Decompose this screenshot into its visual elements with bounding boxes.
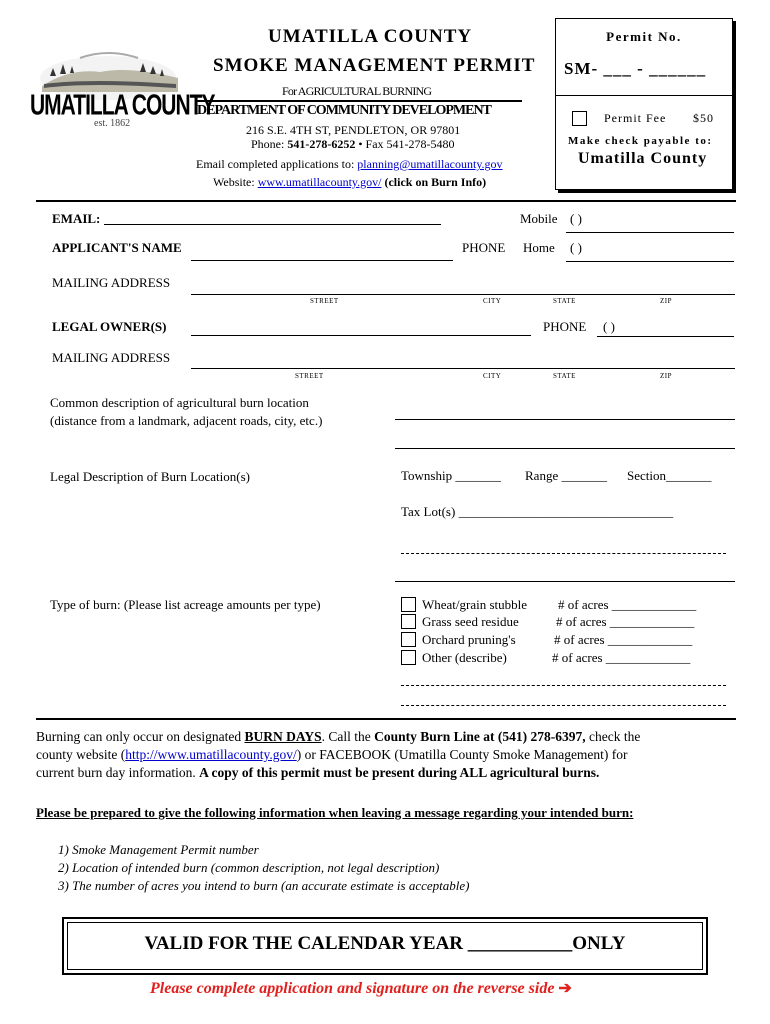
home-label: Home [523, 240, 555, 255]
mobile-input[interactable] [566, 232, 734, 233]
department-phone: Phone: 541-278-6252 • Fax 541-278-5480 [251, 137, 455, 151]
legal-description-extra-1[interactable] [401, 553, 726, 554]
applicant-input[interactable] [191, 260, 453, 261]
other-describe-input-1[interactable] [401, 685, 726, 686]
acres-other[interactable]: # of acres _____________ [552, 650, 691, 665]
burn-type-other: Other (describe) [422, 650, 507, 665]
owner-zip-caption: ZIP [660, 372, 672, 380]
phone-number: 541-278-6252 [287, 137, 356, 151]
notice-line-3: current burn day information. A copy of this permit must be present during ALL agricultural burns. [36, 765, 600, 780]
county-url-link[interactable]: http://www.umatillacounty.gov/ [125, 747, 297, 762]
email-instructions: Email completed applications to: planning@umatillacounty.gov [196, 157, 503, 171]
mailing-address-input[interactable] [191, 294, 735, 295]
email-label: EMAIL: [52, 211, 101, 226]
notice-line-2: county website (http://www.umatillacounty.gov/) or FACEBOOK (Umatilla County Smoke Management) for [36, 747, 628, 762]
orchard-checkbox[interactable] [401, 632, 416, 647]
county-logo [30, 48, 215, 130]
prepare-item-1: 1) Smoke Management Permit number [58, 842, 259, 857]
legal-owner-input[interactable] [191, 335, 531, 336]
acres-orchard[interactable]: # of acres _____________ [554, 632, 693, 647]
logo-county-name: UMATILLA COUNTY [30, 90, 215, 122]
payee-name: Umatilla County [578, 150, 708, 167]
phone-label: PHONE [462, 240, 506, 255]
applicant-label: APPLICANT'S NAME [52, 240, 182, 255]
common-description-label: Common description of agricultural burn location [50, 395, 309, 410]
reverse-side-note: Please complete application and signature on the reverse side ➔ [150, 980, 572, 997]
burn-days-text: BURN DAYS [244, 729, 322, 744]
mobile-paren: ( ) [570, 211, 582, 226]
owner-mailing-address-label: MAILING ADDRESS [52, 350, 171, 365]
home-phone-input[interactable] [566, 261, 734, 262]
legal-description-extra-2[interactable] [395, 581, 735, 582]
owner-phone-label: PHONE [543, 319, 587, 334]
other-describe-input-2[interactable] [401, 705, 726, 706]
burn-type-orchard: Orchard pruning's [422, 632, 516, 647]
valid-year-box [62, 917, 708, 975]
acres-grass[interactable]: # of acres _____________ [556, 614, 695, 629]
owner-street-caption: STREET [295, 372, 324, 380]
grass-checkbox[interactable] [401, 614, 416, 629]
range-field[interactable]: Range _______ [525, 468, 607, 483]
prepare-item-3: 3) The number of acres you intend to burn (an accurate estimate is acceptable) [58, 878, 470, 893]
owner-phone-paren: ( ) [603, 319, 615, 334]
taxlot-field[interactable]: Tax Lot(s) _________________________________ [401, 504, 674, 519]
common-description-hint: (distance from a landmark, adjacent roads, city, etc.) [50, 413, 323, 428]
website-link[interactable]: www.umatillacounty.gov/ [257, 175, 382, 189]
department-address: 216 S.E. 4TH ST, PENDLETON, OR 97801 [246, 123, 461, 137]
legal-owner-label: LEGAL OWNER(S) [52, 319, 167, 334]
wheat-checkbox[interactable] [401, 597, 416, 612]
city-caption: CITY [483, 297, 502, 305]
owner-city-caption: CITY [483, 372, 502, 380]
arrow-right-icon: ➔ [558, 980, 572, 997]
subtitle: For AGRICULTURAL BURNING [282, 84, 432, 98]
owner-state-caption: STATE [553, 372, 576, 380]
prepare-item-2: 2) Location of intended burn (common description, not legal description) [58, 860, 440, 875]
township-field[interactable]: Township _______ [401, 468, 501, 483]
common-description-input-1[interactable] [395, 419, 735, 420]
acres-wheat[interactable]: # of acres _____________ [558, 597, 697, 612]
payable-label: Make check payable to: [568, 135, 713, 147]
mobile-label: Mobile [520, 211, 558, 226]
notice-line-1: Burning can only occur on designated BURN DAYS. Call the County Burn Line at (541) 278-6397, check the [36, 729, 641, 744]
permit-number[interactable]: SM- ___ - ______ [564, 59, 707, 78]
title-county: UMATILLA COUNTY [268, 26, 473, 47]
logo-est: est. 1862 [94, 118, 131, 129]
street-caption: STREET [310, 297, 339, 305]
valid-year-input[interactable]: ___________ [467, 933, 573, 954]
prepare-heading: Please be prepared to give the following information when leaving a message regarding your intended burn: [36, 805, 634, 820]
email-link[interactable]: planning@umatillacounty.gov [357, 157, 503, 171]
burn-type-label: Type of burn: (Please list acreage amounts per type) [50, 597, 321, 612]
zip-caption: ZIP [660, 297, 672, 305]
owner-mailing-address-input[interactable] [191, 368, 735, 369]
other-checkbox[interactable] [401, 650, 416, 665]
valid-year-text: VALID FOR THE CALENDAR YEAR ___________ONLY [144, 933, 626, 954]
permit-fee-amount: $50 [693, 111, 714, 125]
mailing-address-label: MAILING ADDRESS [52, 275, 171, 290]
title-permit: SMOKE MANAGEMENT PERMIT [213, 55, 536, 76]
state-caption: STATE [553, 297, 576, 305]
permit-box [555, 18, 733, 190]
burn-type-wheat: Wheat/grain stubble [422, 597, 528, 612]
owner-phone-input[interactable] [597, 336, 734, 337]
permit-fee-label: Permit Fee [604, 111, 667, 125]
legal-description-label: Legal Description of Burn Location(s) [50, 469, 250, 484]
home-paren: ( ) [570, 240, 582, 255]
department-name: DEPARTMENT OF COMMUNITY DEVELOPMENT [197, 103, 491, 118]
permit-no-label: Permit No. [606, 29, 682, 44]
email-input[interactable] [104, 224, 441, 225]
website-line: Website: www.umatillacounty.gov/ (click on Burn Info) [213, 175, 487, 189]
common-description-input-2[interactable] [395, 448, 735, 449]
burn-type-grass: Grass seed residue [422, 614, 519, 629]
section-field[interactable]: Section_______ [627, 468, 712, 483]
permit-fee-checkbox[interactable] [572, 111, 587, 126]
